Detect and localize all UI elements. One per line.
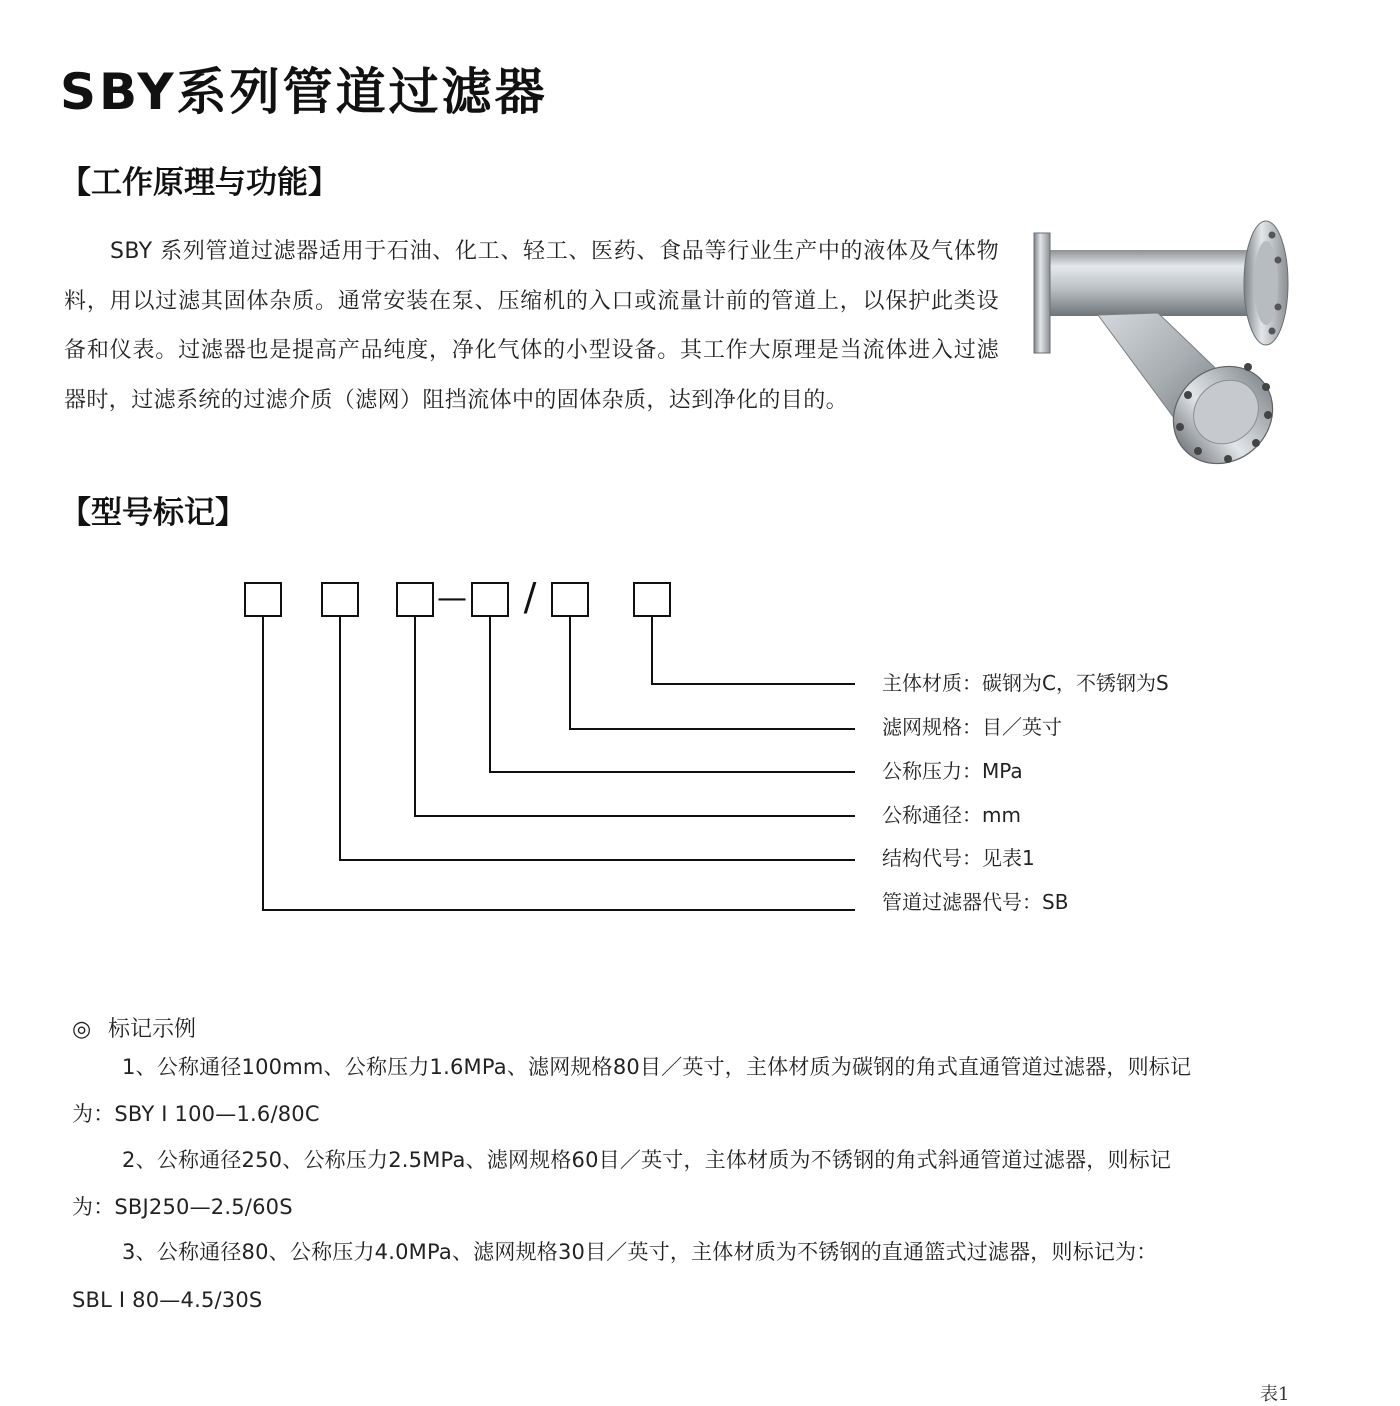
code-box-6 bbox=[634, 583, 670, 616]
example-line: 3、公称通径80、公称压力4.0MPa、滤网规格30目／英寸，主体材质为不锈钢的直通篮式过滤器，则标记为： bbox=[122, 1240, 1158, 1264]
code-box-1 bbox=[245, 583, 281, 616]
code-box-3 bbox=[397, 583, 433, 616]
leader-line-diameter bbox=[415, 616, 855, 816]
intro-paragraph: SBY 系列管道过滤器适用于石油、化工、轻工、医药、食品等行业生产中的液体及气体物料，用以过滤其固体杂质。通常安装在泵、压缩机的入口或流量计前的管道上，以保护此类设备和仪表。过滤器也是提高产品纯度，净化气体的小型设备。其工作大原理是当流体进入过滤器时，过滤系统的过滤介质（滤网）阻挡流体中的固体杂质，达到净化的目的。 bbox=[64, 239, 999, 413]
model-code-diagram bbox=[0, 560, 1400, 960]
example-line: SBL Ⅰ 80—4.5/30S bbox=[72, 1288, 263, 1312]
leader-line-code bbox=[263, 616, 855, 910]
code-box-5 bbox=[552, 583, 588, 616]
leader-line-pressure bbox=[490, 616, 855, 772]
leader-line-mesh bbox=[570, 616, 855, 729]
y-strainer-photo bbox=[1028, 215, 1328, 475]
label-body-material: 主体材质：碳钢为C，不锈钢为S bbox=[882, 671, 1169, 695]
code-box-2 bbox=[322, 583, 358, 616]
table-caption: 表1 bbox=[1260, 1384, 1290, 1405]
page-title: SBY系列管道过滤器 bbox=[60, 63, 548, 121]
label-structure-code: 结构代号：见表1 bbox=[882, 846, 1035, 870]
examples-heading-text: 标记示例 bbox=[108, 1017, 197, 1042]
label-filter-code: 管道过滤器代号：SB bbox=[882, 890, 1069, 914]
double-circle-icon: ◎ bbox=[72, 1017, 92, 1042]
section-heading-model-marking: 【型号标记】 bbox=[60, 495, 246, 531]
example-line: 为：SBJ250—2.5/60S bbox=[72, 1195, 293, 1219]
examples-heading bbox=[72, 1012, 196, 1043]
leader-line-material bbox=[652, 616, 855, 684]
label-nominal-pressure: 公称压力：MPa bbox=[882, 759, 1023, 783]
example-line: 为：SBY Ⅰ 100—1.6/80C bbox=[72, 1102, 320, 1126]
leader-line-structure bbox=[340, 616, 855, 860]
code-box-4 bbox=[472, 583, 508, 616]
example-line: 2、公称通径250、公称压力2.5MPa、滤网规格60目／英寸，主体材质为不锈钢的角式斜通管道过滤器，则标记 bbox=[122, 1148, 1172, 1172]
dash-separator: — bbox=[437, 581, 467, 616]
slash-separator: / bbox=[523, 575, 537, 619]
example-line: 1、公称通径100mm、公称压力1.6MPa、滤网规格80目／英寸，主体材质为碳钢的角式直通管道过滤器，则标记 bbox=[122, 1055, 1192, 1079]
label-mesh-spec: 滤网规格：目／英寸 bbox=[882, 715, 1062, 739]
section-heading-principle: 【工作原理与功能】 bbox=[60, 165, 339, 201]
label-nominal-diameter: 公称通径：mm bbox=[882, 803, 1021, 827]
